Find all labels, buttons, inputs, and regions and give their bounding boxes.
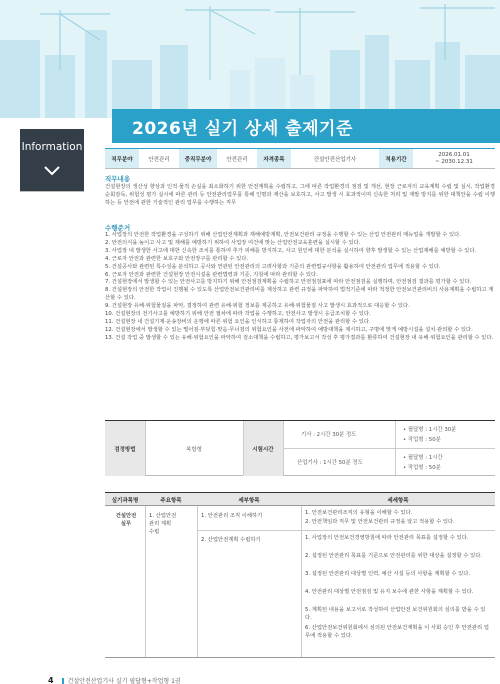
- header-banner: [0, 0, 500, 118]
- detail-2-5: 5. 계획된 내용을 보고서로 작성하여 산업안전 보건위원회의 심의를 받을 수 있다.: [305, 607, 486, 621]
- criteria-list: [105, 232, 495, 343]
- detail-2-2: 2. 설정된 안전관리 목표를 기준으로 안전관리를 위한 대상을 설정할 수 있다.: [305, 553, 483, 559]
- page-title: 2026년 실기 상세 출제기준: [132, 119, 353, 139]
- detail-1-2: 2. 안전책임과 직무 및 안전보건관리 규정을 알고 적용할 수 있다.: [305, 519, 455, 525]
- col-subject: 실기과목명: [111, 497, 139, 504]
- list-item: 4. 근로자 안전과 관련한 보호구와 안전장구를 관리할 수 있다.: [105, 255, 249, 262]
- list-item: 5. 건설공사와 관련된 특수성을 분석하고 공사와 연관된 안전관리의 고려사항과 기준의 관련법규사항을 활용하여 안전관리 업무에 적용할 수 있다.: [105, 263, 441, 270]
- footer-divider: [62, 678, 64, 684]
- field-header: 직무분야: [105, 149, 139, 168]
- exam-method-table: [105, 420, 495, 476]
- information-tab: [20, 129, 84, 191]
- chevron-down-icon: [44, 166, 60, 176]
- list-item: 11. 건설현장 내 건설기계·운송장비의 운행에 따른 위험 요인을 인식하고 통제하여 작업자의 안전을 관리할 수 있다.: [105, 318, 371, 325]
- title-bar: [112, 109, 500, 143]
- list-item: 10. 건설현장의 전기사고를 예방하기 위해 안전 절차에 따라 작업을 수행하고, 안전사고 발생시 응급조치할 수 있다.: [105, 311, 371, 318]
- practical-time: 산업기사 : 1시간 50분 정도: [297, 460, 363, 466]
- list-item: 2. 안전의식을 높이고 사고 및 재해를 예방하기 위하여 사업장 여건에 맞는 산업안전교육훈련을 실시할 수 있다.: [105, 239, 361, 246]
- information-label: Information: [21, 141, 83, 153]
- duty-heading: 직무내용: [105, 175, 131, 183]
- time-header: 시험시간: [243, 421, 283, 476]
- criteria-heading: 수행준거: [105, 224, 131, 232]
- written-detail-1: • 필답형 : 1시간 30분: [403, 427, 457, 433]
- col-sub-item: 세부항목: [238, 497, 260, 504]
- subject-name: 건설안전 실무: [115, 513, 137, 527]
- page-number: 4: [48, 676, 54, 684]
- table-header-row: [105, 492, 495, 506]
- book-title: 건설안전산업기사 실기 필답형+작업형 1권: [67, 678, 181, 684]
- page-footer: [48, 676, 181, 684]
- qualification-info-table: [105, 148, 495, 169]
- city-skyline-illustration: [0, 0, 500, 118]
- qualification-value: 건설안전산업기사: [313, 156, 357, 163]
- method-value: 복합형: [186, 446, 202, 453]
- detail-2-3: 3. 설정된 안전관리 대상별 인력, 예산 시설 등의 사항을 계획할 수 있다.: [305, 571, 471, 577]
- detail-2-4: 4. 안전관리 대상별 안전점검 및 유지 보수에 관한 사항을 계획할 수 있다.: [305, 589, 474, 595]
- sub-item-1: 1. 안전관리 조직 이해하기: [201, 513, 263, 519]
- list-item: 3. 사업장 내 발생한 사고에 대한 신속한 조치를 통하여 추가 피해를 방지하고, 사고 원인에 대한 분석을 실시하여 향후 발생할 수 있는 산업재해를 예방할 수 있다.: [105, 247, 477, 254]
- col-detail-item: 세세항목: [387, 497, 409, 504]
- list-item: 6. 근로자 안전과 관련한 건설현장 안전시설을 관련법령과 기준, 지침에 따라 관리할 수 있다.: [105, 271, 318, 278]
- subfield-header: 중직무분야: [179, 149, 217, 168]
- detail-2-1: 1. 사업장의 안전보건경영방침에 따라 안전관리 목표를 설정할 수 있다.: [305, 535, 469, 541]
- col-main-item: 주요항목: [160, 497, 182, 504]
- list-item: 8. 건설현장의 안전한 작업이 진행될 수 있도록 산업안전보건관리비를 계상하고 관련 규정을 파악하여 법적기준에 따라 적정한 안전보건관리비의 사용계획을 수립하고 계산할 수 있다.: [105, 287, 494, 302]
- qualification-header: 자격종목: [257, 149, 291, 168]
- main-item: 1. 산업안전 관리 계획 수립: [149, 513, 177, 535]
- written-detail-2: • 작업형 : 50분: [403, 437, 441, 443]
- list-item: 13. 건설 작업 중 발생할 수 있는 유해·위험요인을 파악하여 검소대책을 수립하고, 평가보고서 작성 후 평가결과를 환류하여 건설현장 내 유해·위험요인을 관리할 수 있다.: [105, 334, 494, 341]
- period-value: [413, 149, 495, 168]
- detail-1-1: 1. 안전보건관리조직의 유형을 이해할 수 있다.: [305, 510, 413, 516]
- written-time: 기사 : 2시간 30분 정도: [301, 432, 357, 438]
- subfield-value: 안전관리: [226, 156, 248, 163]
- method-header: 검정방법: [105, 421, 145, 476]
- period-start: 2026.01.01: [438, 151, 470, 158]
- list-item: 12. 건설현장에서 발생할 수 있는 떨어짐·부딪힘·맞음·무너짐의 위험요인을 사전에 파악하여 예방대책을 제시하고, 구명에 맞게 예방시설을 설치·관리할 수 있다.: [105, 326, 473, 333]
- list-item: 9. 건설현장 유해·위험물질을 파악, 결정하여 관련 유해·위험 정보를 제공하고 유해·위험물질 사고 발생시 효과적으로 대응할 수 있다.: [105, 303, 410, 310]
- field-value: 안전관리: [148, 156, 170, 163]
- detail-2-6: 6. 산업안전보건위원회에서 심의된 안전보건계획을 이 사회 승인 후 안전관리 업무에 적용할 수 있다.: [305, 625, 489, 639]
- divider: [20, 191, 84, 192]
- subject-table: [105, 492, 495, 658]
- period-header: 적용기간: [379, 149, 413, 168]
- practical-detail-1: • 필답형 : 1시간: [403, 455, 443, 461]
- sub-item-2: 2. 산업안전계획 수립하기: [201, 537, 261, 543]
- list-item: 1. 사업장의 안전한 작업환경을 구성하기 위해 산업안전계획과 재해예방계획, 안전보건관리 규정을 수행할 수 있는 산업 안전관리 매뉴얼을 개발할 수 있다.: [105, 232, 461, 238]
- period-end: ~ 2030.12.31: [435, 158, 473, 165]
- duty-text: 건설현장의 생산성 향상과 인적·물적 손실을 최소화하기 위한 안전계획을 수립하고, 그에 따른 작업환경의 점검 및 개선, 현장 근로자의 교육계획 수립 및 실시, 작업환경 순회감독, 위험성 평가 실시에 따른 관리 등 안전관리업무를 통해 인명과 재산을 보호하고, 사고 발생 시 효과적이며 신속한 처리 및 재발 방지를 위한 대책안을 수립 이행하는 등 안전에 관한 기술적인 관리 업무를 수행하는 직무: [105, 184, 495, 207]
- practical-detail-2: • 작업형 : 50분: [403, 465, 441, 471]
- list-item: 7. 건설현장에서 발생할 수 있는 안전사고를 방지하기 위해 안전점검계획을 수립하고 안전점검표에 따라 안전점검을 실행하며, 안전점검 결과를 평가할 수 있다.: [105, 279, 472, 286]
